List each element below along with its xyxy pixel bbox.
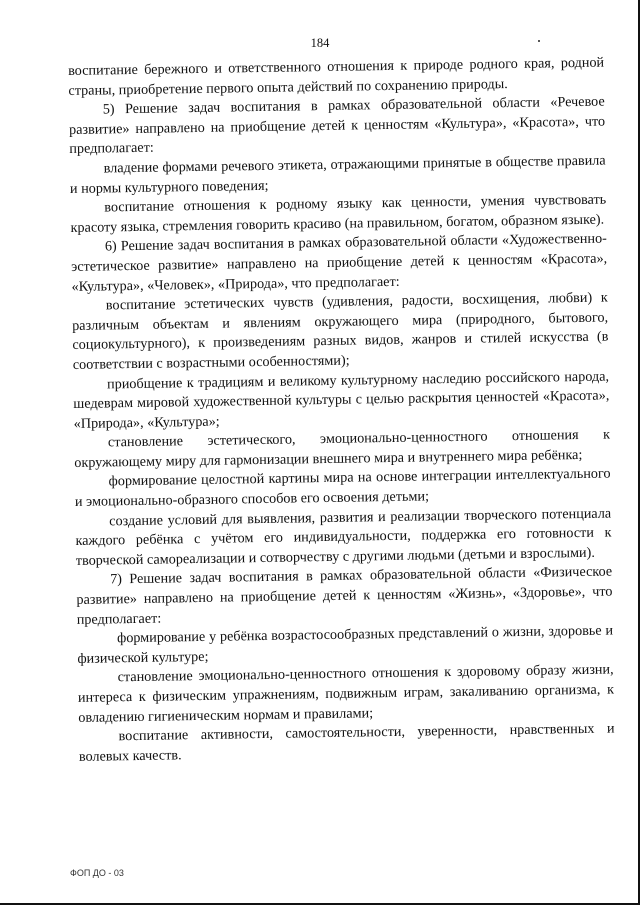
body-text — [68, 54, 615, 768]
paragraph: владение формами речевого этикета, отражающими принятые в обществе правила и нормы культурного поведения; — [69, 152, 606, 197]
document-code-footer: ФОП ДО - 03 — [70, 868, 124, 878]
paragraph: 7) Решение задач воспитания в рамках образовательной области «Физическое развитие» направлено на приобщение детей к ценностям «Жизнь», «Здоровье», что предполагает: — [76, 563, 613, 628]
paragraph: 5) Решение задач воспитания в рамках образовательной области «Речевое развитие» направлено на приобщение детей к ценностям «Культура», «Красота», что предполагает: — [68, 93, 606, 158]
paragraph: воспитание эстетических чувств (удивления, радости, восхищения, любви) к различным объектам и явлениям окружающего мира (природного, бытового, социокультурного), к произведениям разных видов, жанров и стилей искусства (в соответствии с возрастными особенностями); — [72, 289, 609, 373]
paragraph: приобщение к традициям и великому культурному наследию российского народа, шедеврам мировой художественной культуры с целью раскрытия ценностей «Красота», «Природа», «Культура»; — [73, 368, 610, 432]
page-number: 184 — [310, 36, 330, 50]
paragraph: 6) Решение задач воспитания в рамках образовательной области «Художественно-эстетическое развитие» направлено на приобщение детей к ценностям «Красота», «Культура», «Человек», «Природа», что предполагает: — [71, 230, 608, 295]
paragraph: создание условий для выявления, развития и реализации творческого потенциала каждого ребёнка с учётом его индивидуальности, поддержка его готовности к творческой самореализации и сотворчеству с другими людьми (детьми и взрослыми). — [75, 505, 612, 569]
paragraph: формирование у ребёнка возрастосообразных представлений о жизни, здоровье и физической культуре; — [77, 622, 614, 667]
paragraph: воспитание бережного и ответственного отношения к природе родного края, родной страны, приобретение первого опыта действий по сохранению природы. — [68, 54, 605, 99]
paragraph: становление эмоционально-ценностного отношения к здоровому образу жизни, интереса к физическим упражнениям, подвижным играм, закаливанию организма, к овладению гигиеническим нормам и правилами; — [77, 661, 615, 726]
paragraph: формирование целостной картины мира на основе интеграции интеллектуального и эмоционально-образного способов его освоения детьми; — [74, 465, 611, 511]
paragraph: воспитание активности, самостоятельности, уверенности, нравственных и волевых качеств. — [78, 720, 615, 765]
scan-speck — [538, 40, 540, 42]
paragraph: воспитание отношения к родному языку как ценности, умения чувствовать красоту языка, стремления говорить красиво (на правильном, богатом, образном языке). — [70, 191, 607, 236]
paragraph: становление эстетического, эмоционально-ценностного отношения к окружающему миру для гармонизации внешнего мира и внутреннего мира ребёнка; — [74, 426, 611, 471]
